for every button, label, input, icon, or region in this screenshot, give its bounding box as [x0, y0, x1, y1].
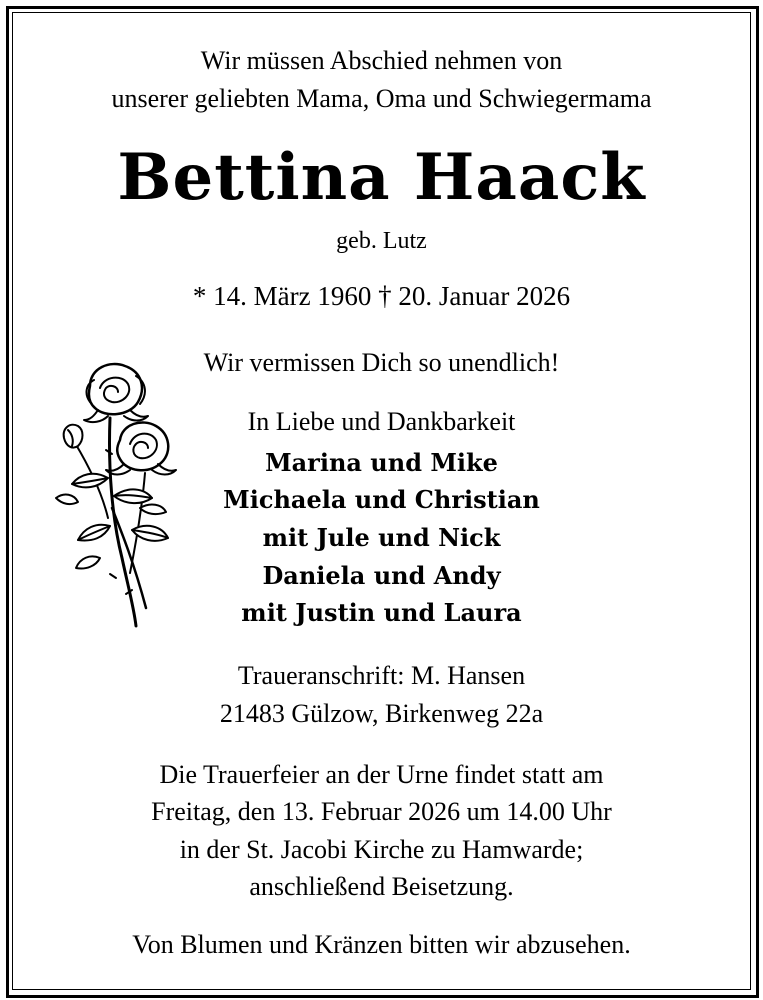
roses-illustration-icon	[50, 358, 180, 630]
address-line-1: Traueranschrift: M. Hansen	[237, 661, 526, 690]
intro-line-2: unserer geliebten Mama, Oma und Schwiegermama	[111, 84, 652, 113]
love-line: In Liebe und Dankbarkeit	[247, 407, 516, 436]
life-dates: * 14. März 1960 † 20. Januar 2026	[192, 281, 571, 311]
intro-line-1: Wir müssen Abschied nehmen von	[200, 46, 563, 75]
birth-name: geb. Lutz	[336, 228, 427, 254]
family-line-2: Michaela und Christian	[223, 485, 540, 514]
family-line-3: mit Jule und Nick	[262, 523, 501, 552]
ceremony-line-3: in der St. Jacobi Kirche zu Hamwarde;	[179, 835, 584, 864]
family-line-5: mit Justin und Laura	[241, 598, 522, 627]
ceremony-line-1: Die Trauerfeier an der Urne findet statt am	[159, 760, 604, 789]
deceased-name: Bettina Haack	[117, 140, 646, 215]
family-line-1: Marina und Mike	[265, 448, 498, 477]
address-line-2: 21483 Gülzow, Birkenweg 22a	[219, 699, 544, 728]
ceremony-line-4: anschließend Beisetzung.	[249, 872, 514, 901]
miss-line: Wir vermissen Dich so unendlich!	[203, 348, 560, 377]
ceremony-line-2: Freitag, den 13. Februar 2026 um 14.00 Uhr	[151, 797, 612, 826]
family-line-4: Daniela und Andy	[262, 561, 501, 590]
closing-line: Von Blumen und Kränzen bitten wir abzusehen.	[132, 930, 631, 959]
